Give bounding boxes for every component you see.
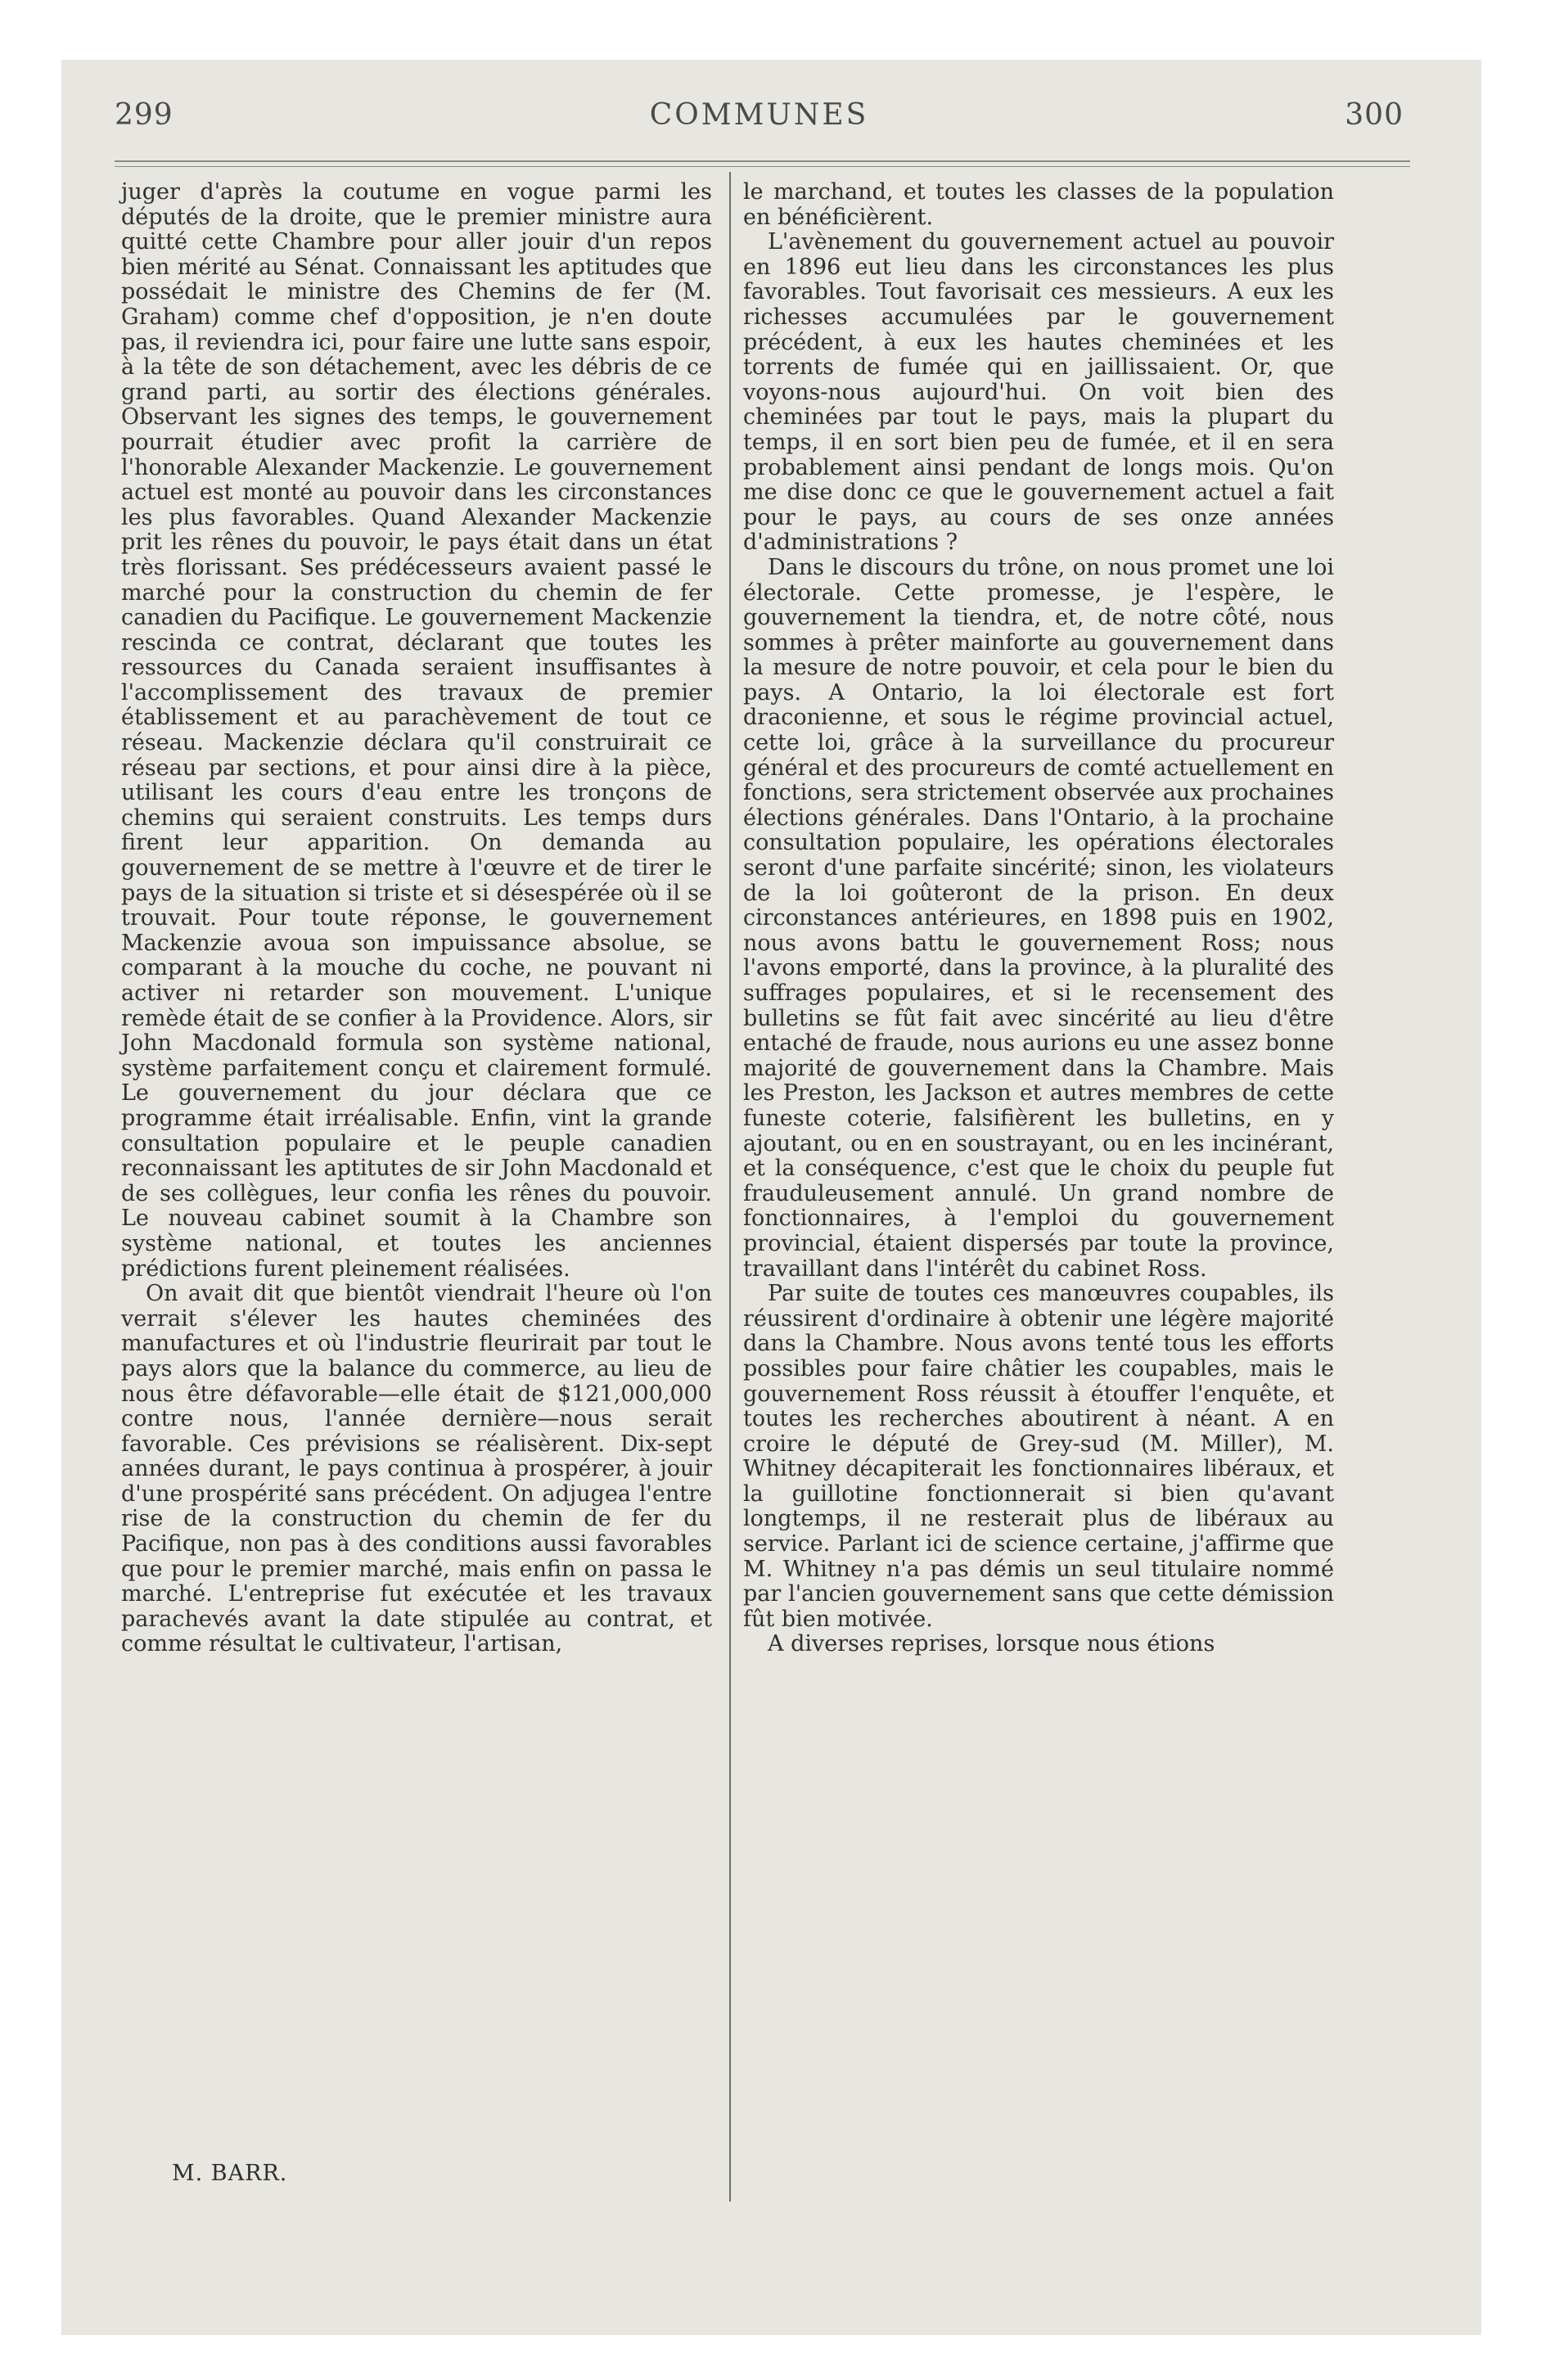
left-column [121,180,712,1657]
paragraph: Par suite de toutes ces manœuvres coupables, ils réussirent d'ordinaire à obtenir une légère majorité dans la Chambre. Nous avons tenté tous les efforts possibles pour faire châtier les coupables, mais le gouvernement Ross réussit à étouffer l'enquête, et toutes les recherches aboutirent à néant. A en croire le député de Grey-sud (M. Miller), M. Whitney décapiterait les fonctionnaires libéraux, et la guillotine fonctionnerait si bien qu'avant longtemps, il ne resterait plus de libéraux au service. Parlant ici de science certaine, j'affirme que M. Whitney n'a pas démis un seul titulaire nommé par l'ancien gouvernement sans que cette démission fût bien motivée. [743,1281,1334,1632]
page-header [106,98,1412,147]
header-rule-thin [115,166,1410,167]
paragraph: Dans le discours du trône, on nous promet une loi électorale. Cette promesse, je l'espère, le gouvernement la tiendra, et, de notre côté, nous sommes à prêter mainforte au gouvernement dans la mesure de notre pouvoir, et cela pour le bien du pays. A Ontario, la loi électorale est fort draconienne, et sous le régime provincial actuel, cette loi, grâce à la surveillance du procureur général et des procureurs de comté actuellement en fonctions, sera strictement observée aux prochaines élections générales. Dans l'Ontario, à la prochaine consultation populaire, les opérations électorales seront d'une parfaite sincérité; sinon, les violateurs de la loi goûteront de la prison. En deux circonstances antérieures, en 1898 puis en 1902, nous avons battu le gouvernement Ross; nous l'avons emporté, dans la province, à la pluralité des suffrages populaires, et si le recensement des bulletins se fût fait avec sincérité au lieu d'être entaché de fraude, nous aurions eu une assez bonne majorité de gouvernement dans la Chambre. Mais les Preston, les Jackson et autres membres de cette funeste coterie, falsifièrent les bulletins, en y ajoutant, ou en en soustrayant, ou en les incinérant, et la conséquence, c'est que le choix du peuple fut frauduleusement annulé. Un grand nombre de fonctionnaires, à l'emploi du gouvernement provincial, étaient dispersés par toute la province, travaillant dans l'intérêt du cabinet Ross. [743,554,1334,1282]
page-number-left: 299 [115,98,174,132]
column-separator [729,172,731,2202]
paragraph: A diverses reprises, lorsque nous étions [768,1631,1215,1657]
page-number-right: 300 [1345,98,1404,132]
speaker-signature: M. BARR. [172,2161,288,2186]
paragraph: On avait dit que bientôt viendrait l'heure où l'on verrait s'élever les hautes cheminées des manufactures et où l'industrie fleurirait par tout le pays alors que la balance du commerce, au lieu de nous être défavorable—elle était de $121,000,000 contre nous, l'année dernière—nous serait favorable. Ces prévisions se réalisèrent. Dix-sept années durant, le pays continua à prospérer, à jouir d'une prospérité sans précédent. On adjugea l'entre rise de la construction du chemin de fer du Pacifique, non pas à des conditions aussi favorables que pour le premier marché, mais enfin on passa le marché. L'entreprise fut exécutée et les travaux parachevés avant la date stipulée au contrat, et comme résultat le cultivateur, l'artisan, [121,1281,712,1657]
paragraph: juger d'après la coutume en vogue parmi les députés de la droite, que le premier ministre aura quitté cette Chambre pour aller jouir d'un repos bien mérité au Sénat. Connaissant les aptitudes que possédait le ministre des Chemins de fer (M. Graham) comme chef d'opposition, je n'en doute pas, il reviendra ici, pour faire une lutte sans espoir, à la tête de son détachement, avec les débris de ce grand parti, au sortir des élections générales. Observant les signes des temps, le gouvernement pourrait étudier avec profit la carrière de l'honorable Alexander Mackenzie. Le gouvernement actuel est monté au pouvoir dans les circonstances les plus favorables. Quand Alexander Mackenzie prit les rênes du pouvoir, le pays était dans un état très florissant. Ses prédécesseurs avaient passé le marché pour la construction du chemin de fer canadien du Pacifique. Le gouvernement Mackenzie rescinda ce contrat, déclarant que toutes les ressources du Canada seraient insuffisantes à l'accomplissement des travaux de premier établissement et au parachèvement de tout ce réseau. Mackenzie déclara qu'il construirait ce réseau par sections, et pour ainsi dire à la pièce, utilisant les cours d'eau entre les tronçons de chemins qui seraient construits. Les temps durs firent leur apparition. On demanda au gouvernement de se mettre à l'œuvre et de tirer le pays de la situation si triste et si désespérée où il se trouvait. Pour toute réponse, le gouvernement Mackenzie avoua son impuissance absolue, se comparant à la mouche du coche, ne pouvant ni activer ni retarder son mouvement. L'unique remède était de se confier à la Providence. Alors, sir John Macdonald formula son système national, système parfaitement conçu et clairement formulé. Le gouvernement du jour déclara que ce programme était irréalisable. Enfin, vint la grande consultation populaire et le peuple canadien reconnaissant les aptitutes de sir John Macdonald et de ses collègues, leur confia les rênes du pouvoir. Le nouveau cabinet soumit à la Chambre son système national, et toutes les anciennes prédictions furent pleinement réalisées. [121,179,712,1282]
paragraph: le marchand, et toutes les classes de la population en bénéficièrent. [743,179,1334,230]
header-rule [115,160,1410,162]
running-title: COMMUNES [649,98,869,132]
right-column [743,180,1334,1657]
paragraph: L'avènement du gouvernement actuel au pouvoir en 1896 eut lieu dans les circonstances les plus favorables. Tout favorisait ces messieurs. A eux les richesses accumulées par le gouvernement précédent, à eux les hautes cheminées et les torrents de fumée qui en jaillissaient. Or, que voyons-nous aujourd'hui. On voit bien des cheminées par tout le pays, mais la plupart du temps, il en sort bien peu de fumée, et il en sera probablement ainsi pendant de longs mois. Qu'on me dise donc ce que le gouvernement actuel a fait pour le pays, au cours de ses onze années d'administrations ? [743,229,1334,556]
